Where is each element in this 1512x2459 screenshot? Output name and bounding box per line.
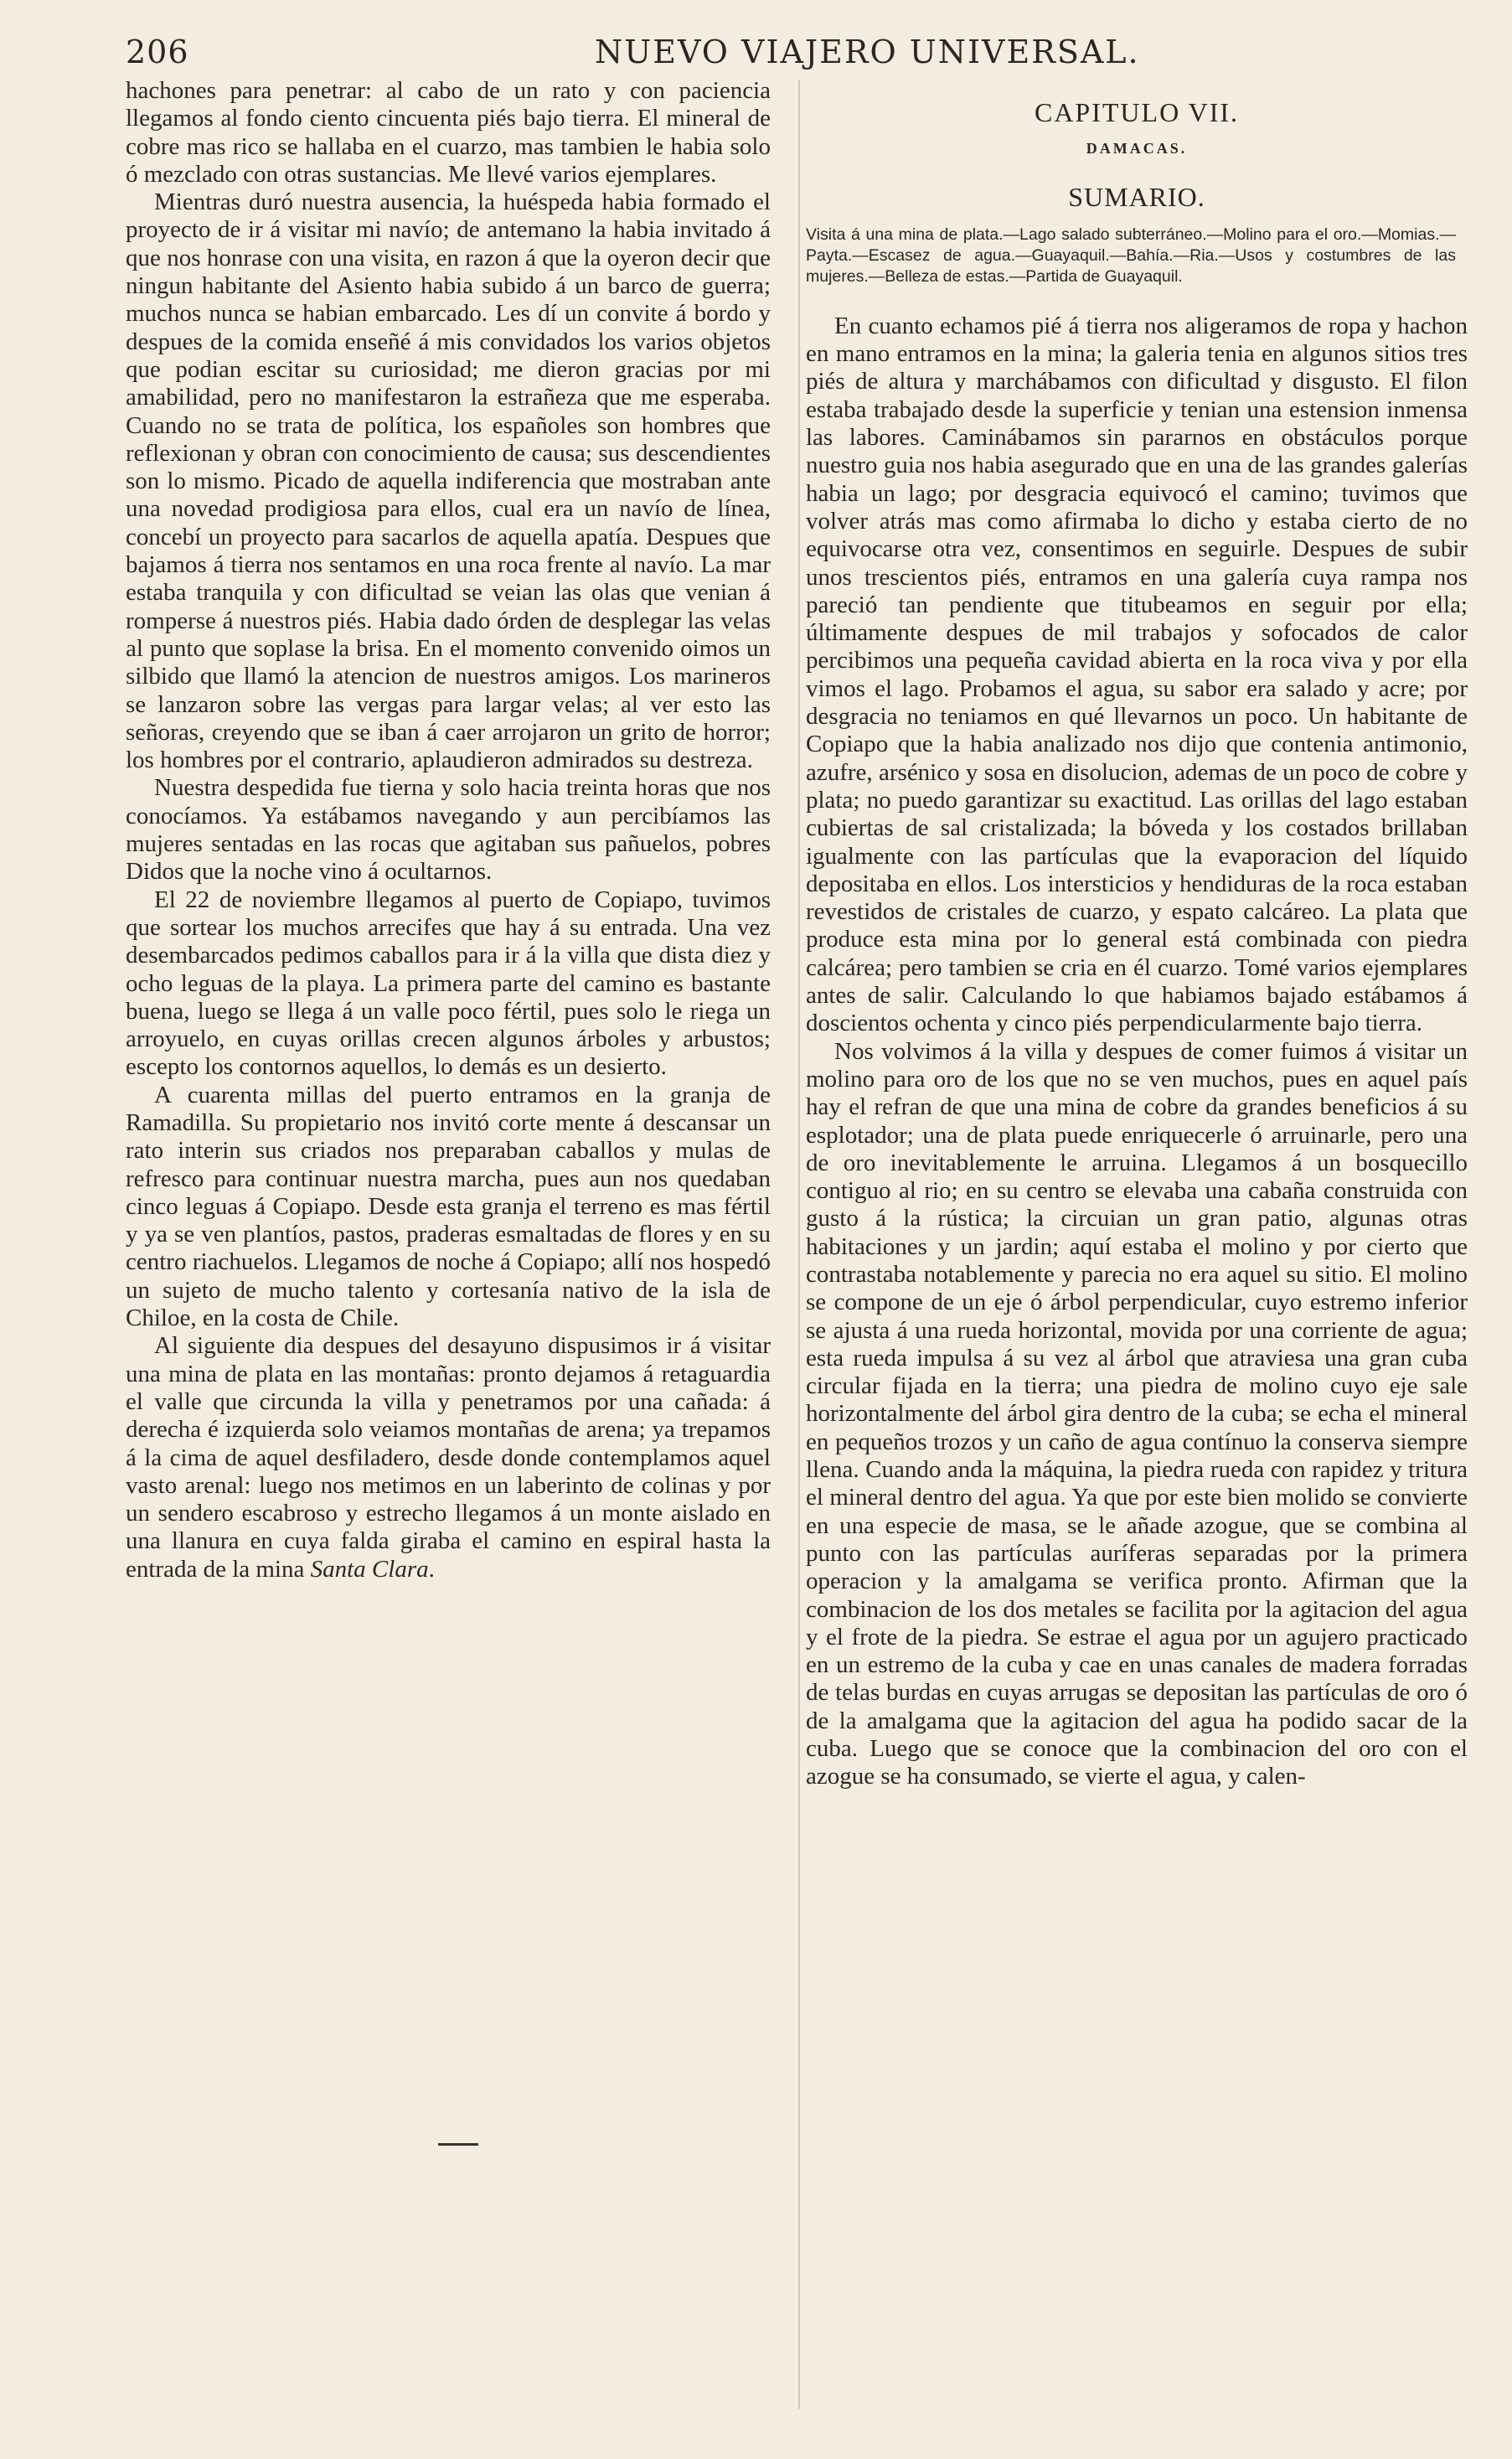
running-title: NUEVO VIAJERO UNIVERSAL. (595, 34, 1140, 70)
paragraph: Mientras duró nuestra ausencia, la huéspeda habia formado el proyecto de ir á visitar mi navío; de antemano la habia invitado á que nos honrase con una visita, en razon á que la oyeron decir que ningun habitante del Asiento habia subido á un barco de guerra; muchos nunca se habian embarcado. Les dí un convite á bordo y despues de la comida enseñé á mis convidados los varios objetos que podian escitar su curiosidad; me dieron gracias por mi amabilidad, pero no manifestaron la estrañeza que me esperaba. Cuando no se trata de política, los españoles son hombres que reflexionan y obran con conocimiento de causa; sus descendientes son lo mismo. Picado de aquella indiferencia que mostraban ante una novedad prodigiosa para ellos, cual era un navío de línea, concebí un proyecto para sacarlos de aquella apatía. Despues que bajamos á tierra nos sentamos en una roca frente al navío. La mar estaba tranquila y con dificultad se veian las olas que venian á romperse á nuestros piés. Habia dado órden de desplegar las velas al punto que soplase la brisa. En el momento convenido oimos un silbido que llamó la atencion de nuestros amigos. Los marineros se lanzaron sobre las vergas para largar velas; al ver esto las señoras, creyendo que se iban á caer arrojaron un grito de horror; los hombres por el contrario, aplaudieron admirados su destreza. (126, 189, 771, 774)
right-column (806, 99, 1468, 1791)
closing-punctuation: . (428, 1555, 435, 1583)
paragraph: A cuarenta millas del puerto entramos en la granja de Ramadilla. Su propietario nos invitó corte mente á descansar un rato interin sus criados nos preparaban caballos y mulas de refresco para continuar nuestra marcha, pues aun nos quedaban cinco leguas á Copiapo. Desde esta granja el terreno es mas fértil y ya se ven plantíos, pastos, praderas esmaltadas de flores y en su centro riachuelos. Llegamos de noche á Copiapo; allí nos hospedó un sujeto de mucho talento y cortesanía nativo de la isla de Chiloe, en la costa de Chile. (126, 1081, 771, 1332)
chapter-title: CAPITULO VII. (1034, 97, 1240, 127)
chapter-summary: Visita á una mina de plata.—Lago salado subterráneo.—Molino para el oro.—Momias.—Payta.—Escasez de agua.—Guayaquil.—Bahía.—Ria.—Usos y costumbres de las mujeres.—Belleza de estas.—Partida de Guayaquil. (806, 225, 1456, 286)
place-name: Santa Clara (310, 1555, 429, 1583)
page-number: 206 (126, 34, 189, 70)
running-header (126, 34, 1441, 75)
paragraph-final (126, 1332, 771, 1583)
paragraph: Nuestra despedida fue tierna y solo hacia treinta horas que nos conocíamos. Ya estábamos navegando y aun percibíamos las mujeres sentadas en las rocas que agitaban sus pañuelos, pobres Didos que la noche vino á ocultarnos. (126, 774, 771, 886)
left-column (126, 77, 771, 1583)
paragraph: Nos volvimos á la villa y despues de comer fuimos á visitar un molino para oro de los que no se ven muchos, pues en aquel país hay el refran de que una mina de cobre da grandes beneficios á su esplotador; una de plata puede enriquecerle ó arruinarle, pero una de oro inevitablemente le arruina. Llegamos á un bosquecillo contiguo al rio; en su centro se elevaba una cabaña construida con gusto á la rústica; la circuian un gran patio, algunas otras habitaciones y un jardin; aquí estaba el molino y por cierto que contrastaba notablemente y parecia no era aquel su sitio. El molino se compone de un eje ó árbol perpendicular, cuyo estremo inferior se ajusta á una rueda horizontal, movida por una corriente de agua; esta rueda impulsa á su vez al árbol que atraviesa una gran cuba circular fijada en la tierra; una piedra de molino cuyo eje sale horizontalmente del árbol gira dentro de la cuba; se echa el mineral en pequeños trozos y un caño de agua contínuo la conserva siempre llena. Cuando anda la máquina, la piedra rueda con rapidez y tritura el mineral dentro del agua. Ya que por este bien molido se convierte en una especie de masa, se le añade azogue, que se combina al punto con las partículas auríferas separadas por la primera operacion y la amalgama se verifica pronto. Afirman que la combinacion de los dos metales se facilita por la agitacion del agua y el frote de la piedra. Se estrae el agua por un agujero practicado en un estremo de la cuba y cae en unas canales de madera forradas de telas burdas en cuyas arrugas se depositan las partículas de oro ó de la amalgama que la agitacion del agua ha podido sacar de la cuba. Luego que se conoce que la combinacion del oro con el azogue se ha consumado, se vierte el agua, y calen- (806, 1037, 1468, 1790)
chapter-subtitle: DAMACAS. (1086, 140, 1188, 158)
paragraph: En cuanto echamos pié á tierra nos aligeramos de ropa y hachon en mano entramos en la mina; la galeria tenia en algunos sitios tres piés de altura y marchábamos con dificultad y disgusto. El filon estaba trabajado desde la superficie y tenian una estension inmensa las labores. Caminábamos sin pararnos en obstáculos porque nuestro guia nos habia asegurado que en una de las grandes galerías habia un lago; por desgracia equivocó el camino; tuvimos que volver atrás mas como afirmaba lo dicho y estaba cierto de no equivocarse otra vez, consentimos en seguirle. Despues de subir unos trescientos piés, entramos en una galería cuya rampa nos pareció tan pendiente que titubeamos en seguir por ella; últimamente despues de mil trabajos y sofocados de calor percibimos una pequeña cavidad abierta en la roca viva y por ella vimos el lago. Probamos el agua, su sabor era salado y acre; por desgracia no teniamos en qué llevarnos un poco. Un habitante de Copiapo que la habia analizado nos dijo que contenia antimonio, azufre, arsénico y sosa en disolucion, ademas de un poco de cobre y plata; no puedo garantizar su exactitud. Las orillas del lago estaban cubiertas de sal cristalizada; la bóveda y los costados brillaban igualmente con las partículas que la evaporacion del líquido depositaba en ellos. Los intersticios y hendiduras de la roca estaban revestidos de cristales de cuarzo, y espato calcáreo. La plata que produce esta mina por lo general está combinada con piedra calcárea; pero tambien se cria en él cuarzo. Tomé varios ejemplares antes de salir. Calculando lo que habiamos bajado estábamos á doscientos ochenta y cinco piés perpendicularmente bajo tierra. (806, 312, 1468, 1037)
paragraph: hachones para penetrar: al cabo de un rato y con paciencia llegamos al fondo ciento cincuenta piés bajo tierra. El mineral de cobre mas rico se hallaba en el cuarzo, mas tambien le habia solo ó mezclado con otras sustancias. Me llevé varios ejemplares. (126, 77, 771, 188)
paragraph-final-text: Al siguiente dia despues del desayuno dispusimos ir á visitar una mina de plata en las montañas: pronto dejamos á retaguardia el valle que circunda la villa y penetramos por una cañada: á derecha é izquierda solo veiamos montañas de arena; ya trepamos á la cima de aquel desfiladero, desde donde contemplamos aquel vasto arenal: luego nos metimos en un laberinto de colinas y por un sendero escabroso y estrecho llegamos á un monte aislado en una llanura en cuya falda giraba el camino en espiral hasta la entrada de la mina (126, 1332, 771, 1583)
section-end-dash (438, 2143, 478, 2146)
column-divider (798, 80, 800, 2409)
summary-heading: SUMARIO. (1068, 181, 1205, 212)
paragraph: El 22 de noviembre llegamos al puerto de Copiapo, tuvimos que sortear los muchos arrecifes que hay á su entrada. Una vez desembarcados pedimos caballos para ir á la villa que dista diez y ocho leguas de la playa. La primera parte del camino es bastante buena, luego se llega á un valle poco fértil, pues solo le riega un arroyuelo, en cuyas orillas crecen algunos árboles y arbustos; escepto los contornos aquellos, lo demás es un desierto. (126, 886, 771, 1081)
